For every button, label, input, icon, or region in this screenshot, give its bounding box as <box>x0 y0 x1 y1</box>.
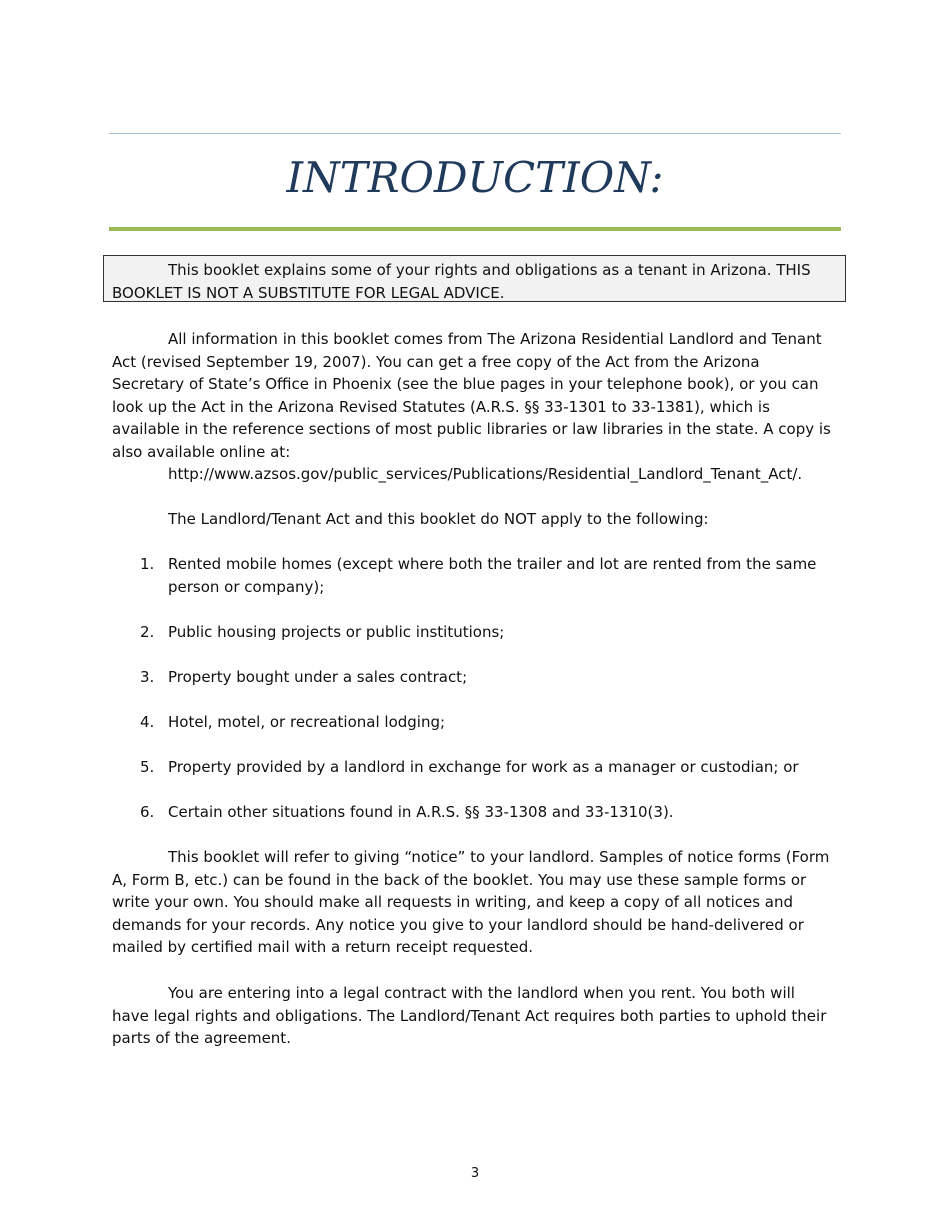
act-url: http://www.azsos.gov/public_services/Publications/Residential_Landlord_Tenant_Act/. <box>168 465 803 483</box>
page-title: INTRODUCTION: <box>286 153 664 202</box>
list-item <box>112 711 834 734</box>
exclusions-list <box>112 553 834 846</box>
list-item <box>112 666 834 689</box>
paragraph-exclusions-intro: The Landlord/Tenant Act and this booklet do NOT apply to the following: <box>168 510 709 528</box>
list-item <box>112 801 834 824</box>
list-item-text: Certain other situations found in A.R.S. §§ 33-1308 and 33-1310(3). <box>168 802 674 821</box>
paragraph-act-info: All information in this booklet comes from The Arizona Residential Landlord and Tenant Act (revised September 19, 2007). You can get a free copy of the Act from the Arizona Secretary of State’s Office in Phoenix (see the blue pages in your telephone book), or you can look up the Act in the Arizona Revised Statutes (A.R.S. §§ 33-1301 to 33-1381), which is available in the reference sections of most public libraries or law libraries in the state. A copy is also available online at: <box>112 330 831 461</box>
paragraph-notice-forms: This booklet will refer to giving “notice” to your landlord. Samples of notice forms (Form A, Form B, etc.) can be found in the back of the booklet. You may use these sample forms or write your own. You should make all requests in writing, and keep a copy of all notices and demands for your records. Any notice you give to your landlord should be hand-delivered or mailed by certified mail with a return receipt requested. <box>112 848 830 956</box>
list-item-text: Rented mobile homes (except where both the trailer and lot are rented from the same person or company); <box>168 555 817 596</box>
list-item-text: Property bought under a sales contract; <box>168 667 468 686</box>
list-number: 4. <box>140 712 155 731</box>
paragraph-legal-contract: You are entering into a legal contract with the landlord when you rent. You both will have legal rights and obligations. The Landlord/Tenant Act requires both parties to uphold their parts of the agreement. <box>112 984 827 1047</box>
top-rule <box>109 133 841 134</box>
title-underline <box>109 227 841 231</box>
list-number: 2. <box>140 622 155 641</box>
list-number: 3. <box>140 667 155 686</box>
list-item-text: Public housing projects or public institutions; <box>168 622 505 641</box>
list-number: 6. <box>140 802 155 821</box>
list-item <box>112 553 834 598</box>
list-item <box>112 621 834 644</box>
list-item <box>112 756 834 779</box>
list-item-text: Hotel, motel, or recreational lodging; <box>168 712 446 731</box>
legal-notice-box: This booklet explains some of your rights and obligations as a tenant in Arizona. THIS BOOKLET IS NOT A SUBSTITUTE FOR LEGAL ADVICE. <box>103 255 846 302</box>
list-number: 5. <box>140 757 155 776</box>
page-number: 3 <box>470 1166 480 1181</box>
list-number: 1. <box>140 555 155 573</box>
list-item-text: Property provided by a landlord in exchange for work as a manager or custodian; or <box>168 757 799 776</box>
